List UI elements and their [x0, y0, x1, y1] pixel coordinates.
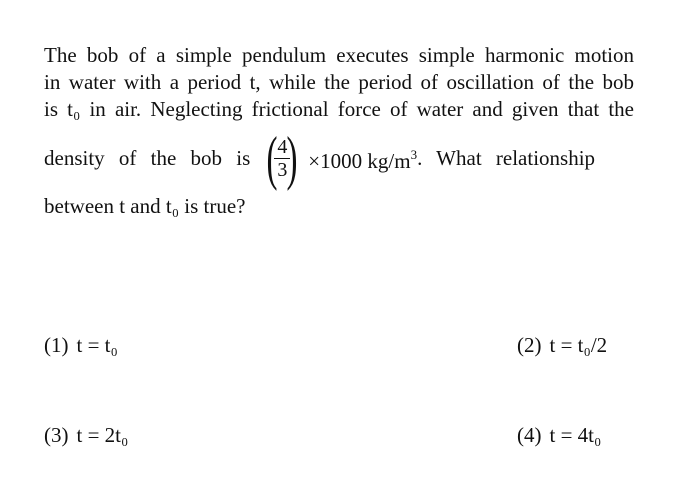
question-line-2: in water with a period t, while the period of oscillation of the bob — [44, 70, 634, 94]
question-line-3: is t₀ in air. Neglecting frictional force of water and given that the — [44, 97, 634, 121]
option-4-label: (4) — [517, 423, 542, 447]
density-multiplier-unit: ×1000 kg/m — [308, 149, 411, 173]
option-4[interactable] — [517, 422, 601, 449]
question-text — [44, 42, 634, 220]
option-1-text: t = t₀ — [76, 333, 118, 357]
right-parenthesis: ) — [286, 125, 298, 191]
option-4-text: t = 4t₀ — [549, 423, 602, 447]
density-fraction — [262, 125, 302, 191]
option-3-label: (3) — [44, 423, 69, 447]
option-2-text: t = t₀/2 — [549, 333, 608, 357]
fraction-numerator: 4 — [277, 135, 288, 158]
left-parenthesis: ( — [266, 125, 278, 191]
question-line-4-end: . What relationship — [417, 145, 596, 170]
option-1-label: (1) — [44, 333, 69, 357]
option-2-label: (2) — [517, 333, 542, 357]
question-line-4 — [44, 125, 634, 191]
fraction-denominator: 3 — [277, 158, 288, 181]
option-1[interactable] — [44, 332, 118, 359]
density-value — [308, 141, 417, 175]
option-2[interactable] — [517, 332, 607, 359]
density-label: density of the bob is — [44, 145, 251, 170]
question-line-1: The bob of a simple pendulum executes simple harmonic motion — [44, 43, 634, 67]
option-3-text: t = 2t₀ — [76, 423, 129, 447]
option-3[interactable] — [44, 422, 128, 449]
question-line-5: between t and t₀ is true? — [44, 194, 246, 218]
unit-exponent: 3 — [410, 147, 418, 162]
